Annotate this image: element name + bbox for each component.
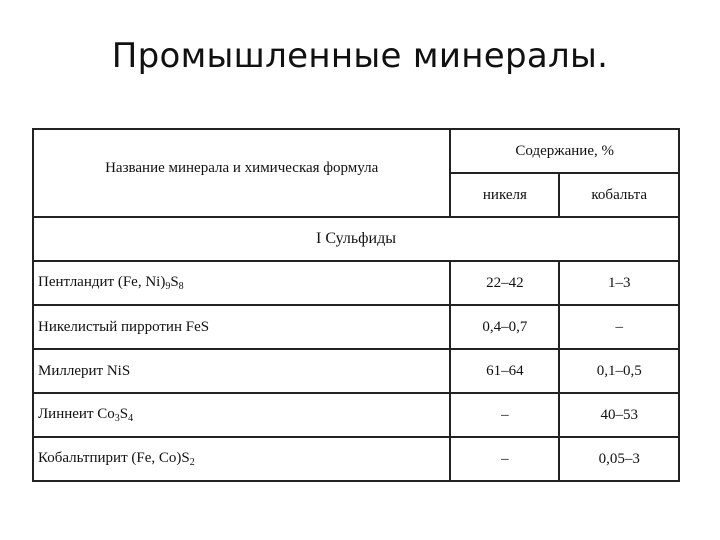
minerals-table-container	[32, 128, 680, 482]
header-name: Название минерала и химическая формула	[33, 129, 450, 217]
cobalt-content: –	[559, 305, 679, 349]
cobalt-content: 0,05–3	[559, 437, 679, 481]
mineral-name: Кобальтпирит (Fe, $Co)S_2$	[33, 437, 450, 481]
slide-title: Промышленные минералы.	[111, 36, 609, 76]
mineral-name: Никелистый пирротин FeS	[33, 305, 450, 349]
table-row	[33, 393, 679, 437]
header-row-top	[33, 129, 679, 173]
cobalt-content: 1–3	[559, 261, 679, 305]
nickel-content: 61–64	[450, 349, 559, 393]
section-row	[33, 217, 679, 261]
nickel-content: –	[450, 393, 559, 437]
mineral-name: Миллерит NiS	[33, 349, 450, 393]
table-row	[33, 437, 679, 481]
minerals-table	[32, 128, 680, 482]
header-cobalt: кобальта	[559, 173, 679, 217]
nickel-content: –	[450, 437, 559, 481]
nickel-content: 22–42	[450, 261, 559, 305]
nickel-content: 0,4–0,7	[450, 305, 559, 349]
cobalt-content: 40–53	[559, 393, 679, 437]
table-row	[33, 261, 679, 305]
mineral-name: Пентландит (Fe, $Ni)_9S_8$	[33, 261, 450, 305]
table-row	[33, 349, 679, 393]
section-title: I Сульфиды	[33, 217, 679, 261]
cobalt-content: 0,1–0,5	[559, 349, 679, 393]
header-content: Содержание, %	[450, 129, 679, 173]
mineral-name: Линнеит $Co_3S_4$	[33, 393, 450, 437]
header-nickel: никеля	[450, 173, 559, 217]
table-row	[33, 305, 679, 349]
